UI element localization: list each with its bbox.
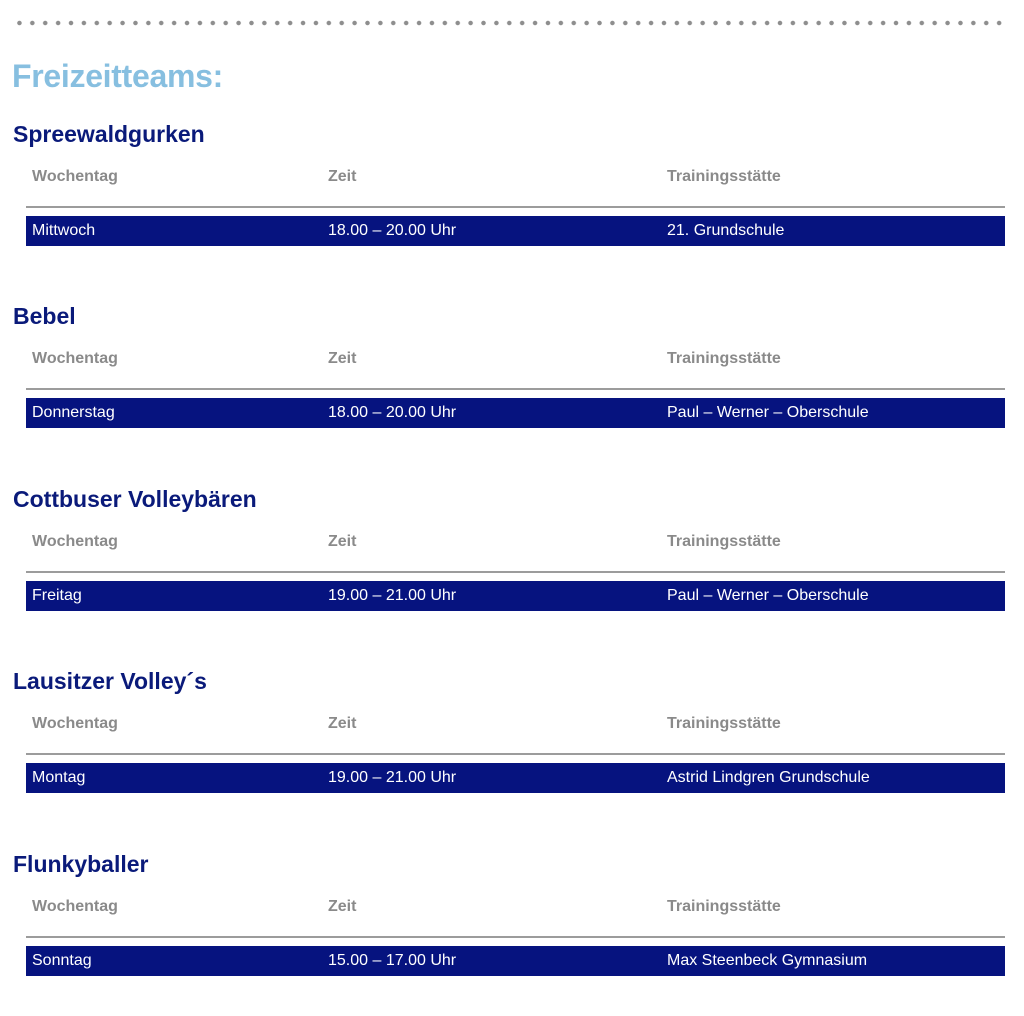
team-section-cottbuser-volleybaeren [0, 485, 1024, 635]
column-header-venue: Trainingsstätte [667, 168, 781, 185]
page-title: Freizeitteams: [12, 58, 223, 94]
cell-weekday: Freitag [32, 587, 82, 604]
column-header-time: Zeit [328, 898, 357, 915]
column-header-venue: Trainingsstätte [667, 898, 781, 915]
table-header-row [26, 344, 1005, 390]
cell-time: 15.00 – 17.00 Uhr [328, 952, 457, 969]
cell-time: 19.00 – 21.00 Uhr [328, 769, 457, 786]
cell-venue: 21. Grundschule [667, 222, 785, 239]
cell-weekday: Sonntag [32, 952, 92, 969]
cell-venue: Paul – Werner – Oberschule [667, 587, 869, 604]
team-section-lausitzer-volleys [0, 667, 1024, 817]
table-row [26, 763, 1005, 793]
table-row [26, 581, 1005, 611]
column-header-time: Zeit [328, 533, 357, 550]
column-header-time: Zeit [328, 350, 357, 367]
cell-time: 18.00 – 20.00 Uhr [328, 222, 457, 239]
cell-venue: Paul – Werner – Oberschule [667, 404, 869, 421]
cell-weekday: Mittwoch [32, 222, 96, 239]
column-header-time: Zeit [328, 168, 357, 185]
table-header-row [26, 162, 1005, 208]
cell-venue: Max Steenbeck Gymnasium [667, 952, 868, 969]
cell-venue: Astrid Lindgren Grundschule [667, 769, 870, 786]
team-section-flunkyballer [0, 850, 1024, 1000]
column-header-weekday: Wochentag [32, 168, 118, 185]
table-header-row [26, 892, 1005, 938]
column-header-venue: Trainingsstätte [667, 715, 781, 732]
team-section-bebel [0, 302, 1024, 452]
column-header-weekday: Wochentag [32, 715, 118, 732]
cell-time: 18.00 – 20.00 Uhr [328, 404, 457, 421]
table-row [26, 946, 1005, 976]
team-name: Spreewaldgurken [13, 121, 205, 147]
team-name: Cottbuser Volleybären [13, 486, 257, 512]
cell-time: 19.00 – 21.00 Uhr [328, 587, 457, 604]
column-header-weekday: Wochentag [32, 350, 118, 367]
column-header-time: Zeit [328, 715, 357, 732]
column-header-weekday: Wochentag [32, 898, 118, 915]
team-name: Bebel [13, 303, 76, 329]
table-row [26, 216, 1005, 246]
table-row [26, 398, 1005, 428]
team-name: Lausitzer Volley´s [13, 668, 207, 694]
table-header-row [26, 709, 1005, 755]
column-header-venue: Trainingsstätte [667, 533, 781, 550]
table-header-row [26, 527, 1005, 573]
cell-weekday: Montag [32, 769, 86, 786]
column-header-weekday: Wochentag [32, 533, 118, 550]
column-header-venue: Trainingsstätte [667, 350, 781, 367]
team-name: Flunkyballer [13, 851, 149, 877]
cell-weekday: Donnerstag [32, 404, 115, 421]
team-section-spreewaldgurken [0, 120, 1024, 270]
dotted-divider [13, 19, 1008, 27]
